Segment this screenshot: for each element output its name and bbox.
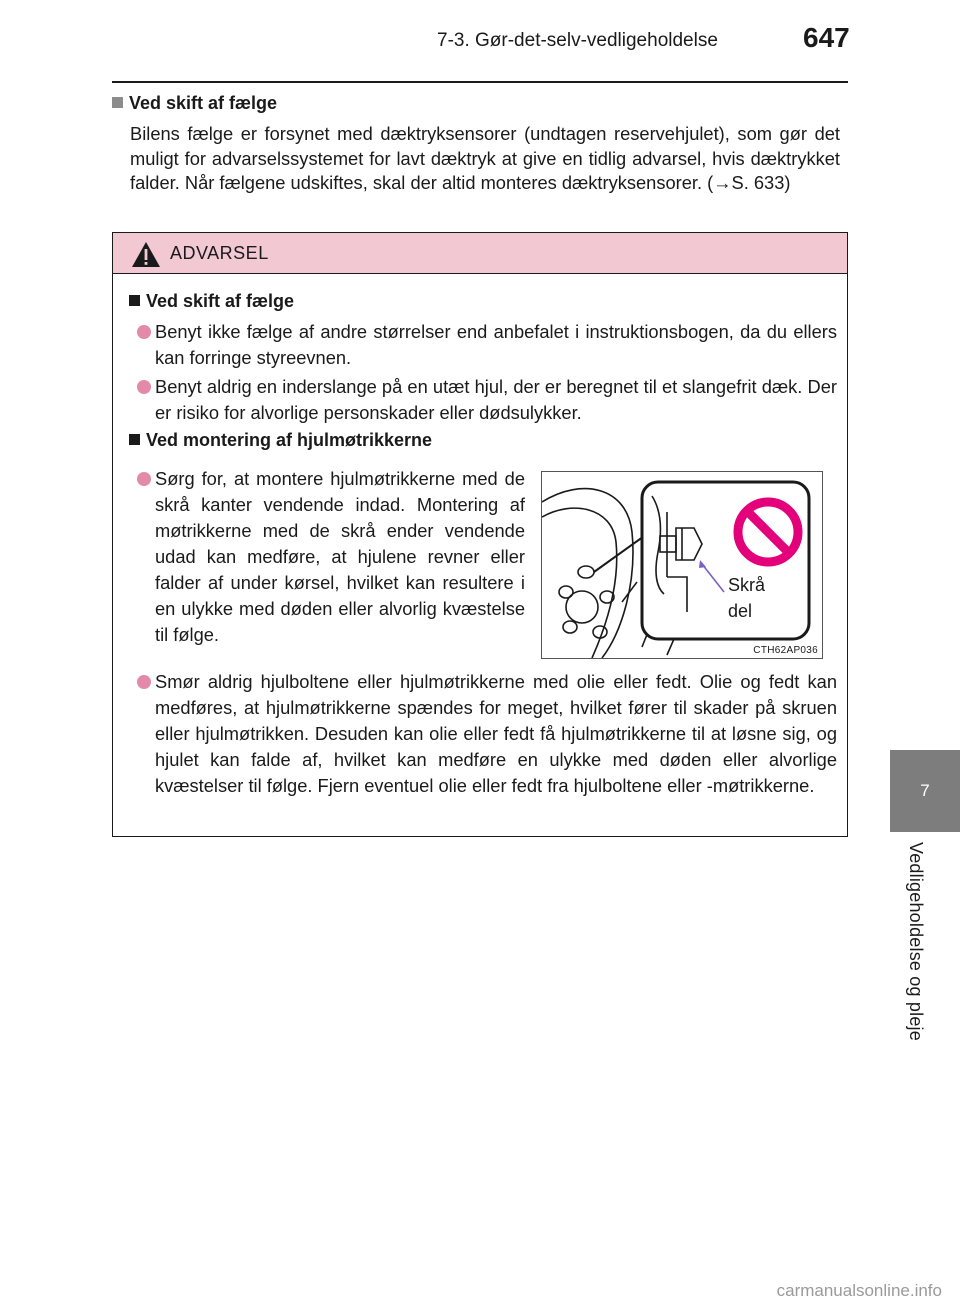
- warning-title: ADVARSEL: [170, 243, 269, 263]
- chapter-number: 7: [920, 781, 930, 800]
- square-bullet-icon: [112, 97, 123, 108]
- header-rule: [112, 81, 848, 83]
- square-bullet-icon: [129, 295, 140, 306]
- warning-bullet: Benyt ikke fælge af andre størrelser end anbefalet i instruktionsbogen, da du ellers kan forringe styreevnen.: [137, 319, 837, 371]
- bullet-dot-icon: [137, 325, 151, 339]
- warning-bullet: Smør aldrig hjulboltene eller hjulmøtrikkerne med olie eller fedt. Olie og fedt kan medføres, at hjulmøtrikkerne spændes for meget, hvilket fører til skader på skruen eller hjulmøtrikken. Desuden kan olie eller fedt få hjulmøtrikkerne til at løsne sig, og hjulet kan falde af, hvilket kan medføre en ulykke med døden eller alvorlige kvæstelser til følge. Fjern eventuel olie eller fedt fra hjulboltene eller -møtrikkerne.: [137, 669, 837, 799]
- warning-header: [113, 233, 847, 274]
- warning-box: [112, 232, 848, 837]
- bevel-label: Skrå del: [728, 575, 766, 621]
- warning-section-heading: Ved skift af fælge: [129, 291, 294, 312]
- bullet-dot-icon: [137, 675, 151, 689]
- page-number: 647: [803, 22, 850, 53]
- warning-section-heading: Ved montering af hjulmøtrikkerne: [129, 430, 432, 451]
- wheel-nut-illustration: [541, 471, 823, 659]
- square-bullet-icon: [129, 434, 140, 445]
- section-title: 7-3. Gør-det-selv-vedligeholdelse: [437, 30, 718, 51]
- intro-heading: Ved skift af fælge: [112, 93, 277, 114]
- bullet-dot-icon: [137, 380, 151, 394]
- bullet-dot-icon: [137, 472, 151, 486]
- chapter-title: Vedligeholdelse og pleje: [906, 842, 926, 1041]
- chapter-tab[interactable]: [890, 750, 960, 832]
- warning-bullet: Benyt aldrig en inderslange på en utæt hjul, der er beregnet til et slangefrit dæk. Der er risiko for alvorlige personskader eller dødsulykker.: [137, 374, 837, 426]
- intro-body: Bilens fælge er forsynet med dæktryksensorer (undtagen reservehjulet), som gør det muligt for advarselssystemet for lavt dæktryk at give en tidlig advarsel, hvis dæktrykket falder. Når fælgene udskiftes, skal der altid monteres dæktryksensorer. (→S. 633): [130, 123, 840, 193]
- figure-code: CTH62AP036: [753, 645, 818, 656]
- warning-triangle-icon: [131, 241, 161, 268]
- wheel-nut-drawing: [542, 472, 822, 658]
- watermark: carmanualsonline.info: [776, 1281, 942, 1300]
- warning-bullet: Sørg for, at montere hjulmøtrikkerne med de skrå kanter vendende indad. Montering af møtrikkerne med de skrå ender vendende udad kan medføre, at hjulene revner eller falder af under kørsel, hvilket kan resultere i en ulykke med døden eller alvorlig kvæstelse til følge.: [137, 466, 525, 648]
